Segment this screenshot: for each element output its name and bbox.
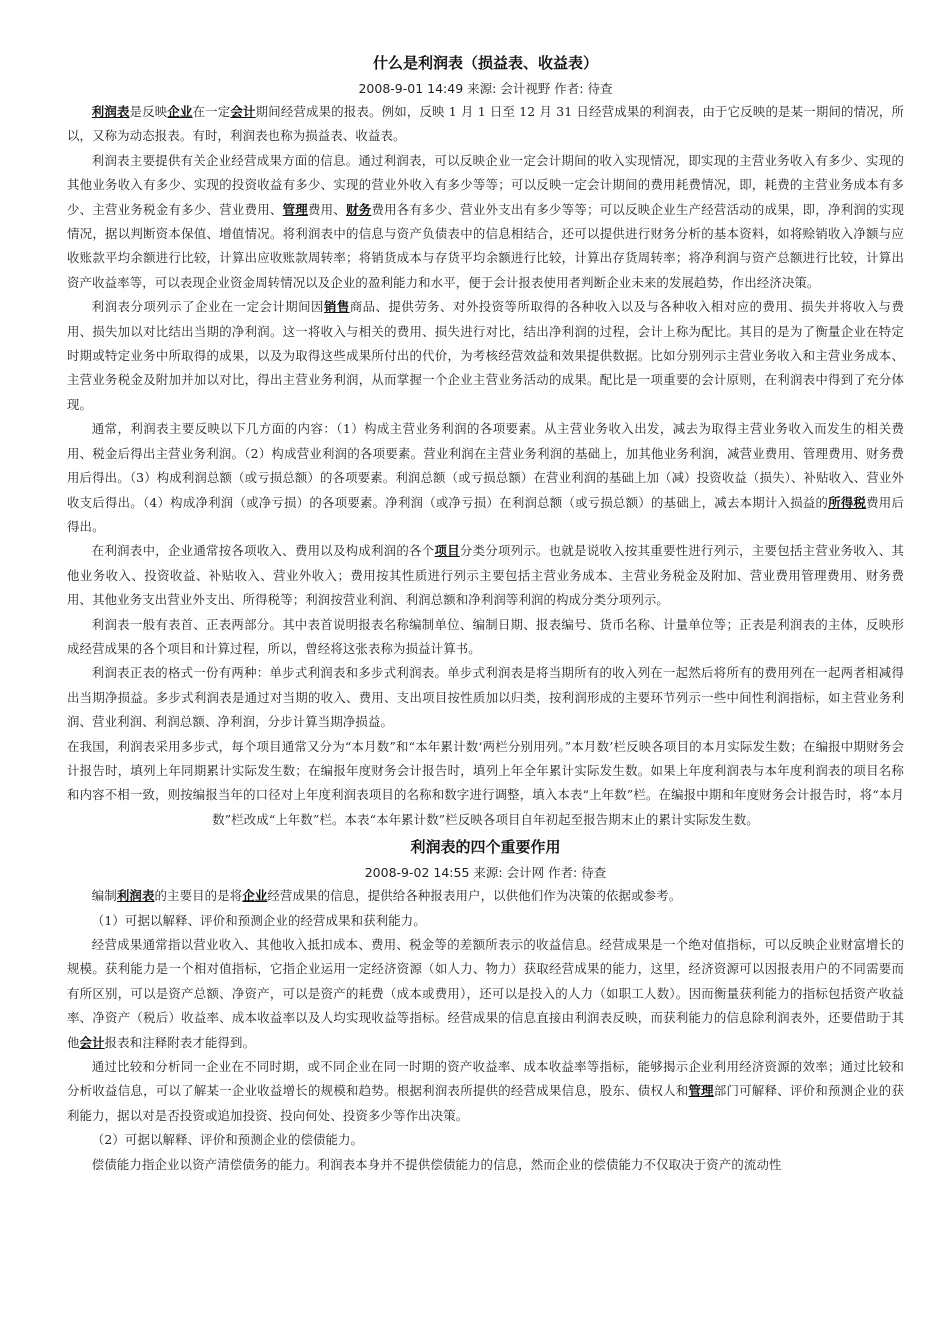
keyword-link[interactable]: 利润表 — [91, 104, 130, 119]
keyword-link[interactable]: 利润表 — [116, 888, 155, 904]
paragraph: 通常，利润表主要反映以下几方面的内容：（1）构成主营业务利润的各项要素。从主营业务收入出发，减去为取得主营业务收入而发生的相关费用、税金后得出主营业务利润。（2）构成营业利润的各项要素。营业利润在主营业务利润的基础上，加其他业务利润，减营业费用、管理费用、财务费用后得出。（3）构成利润总额（或亏损总额）的各项要素。利润总额（或亏损总额）在营业利润的基础上加（减）投资收益（损失）、补贴收入、营业外收支后得出。（4）构成净利润（或净亏损）的各项要素。净利润（或净亏损）在利润总额（或亏损总额）的基础上，减去本期计入损益的所得税费用后得出。 — [67, 421, 905, 534]
keyword-link[interactable]: 管理 — [688, 1083, 714, 1099]
keyword-link[interactable]: 企业 — [242, 888, 268, 904]
paragraph: 在我国，利润表采用多步式，每个项目通常又分为“本月数”和“本年累计数‘两栏分别用列。”本月数’栏反映各项目的本月实际发生数；在编报中期财务会计报告时，填列上年同期累计实际发生数；在编报年度财务会计报告时，填列上年全年累计实际发生数。如果上年度利润表与本年度利润表的项目名称和内容不相一致，则按编报当年的口径对上年度利润表项目的名称和数字进行调整，填入本表“上年数”栏。在编报中期和年度财务会计报告时，将“本月数”栏改成“上年数”栏。本表“本年累计数”栏反映各项目自年初起至报告期末止的累计实际发生数。 — [67, 738, 904, 827]
paragraph: 利润表分项列示了企业在一定会计期间因销售商品、提供劳务、对外投资等所取得的各种收入以及与各种收入相对应的费用、损失并将收入与费用、损失加以对比结出当期的净利润。这一将收入与相关的费用、损失进行对比，结出净利润的过程，会计上称为配比。其目的是为了衡量企业在特定时期或特定业务中所取得的成果，以及为取得这些成果所付出的代价，为考核经营效益和效果提供数据。比如分别列示主营业务收入和主营业务成本、主营业务税金及附加并加以对比，得出主营业务利润，从而掌握一个企业主营业务活动的成果。配比是一项重要的会计原则，在利润表中得到了充分体现。 — [67, 299, 904, 412]
paragraph: 利润表一般有表首、正表两部分。其中表首说明报表名称编制单位、编制日期、报表编号、货币名称、计量单位等；正表是利润表的主体，反映形成经营成果的各个项目和计算过程，所以，曾经将这张表称为损益计算书。 — [67, 616, 904, 656]
keyword-link[interactable]: 财务 — [346, 201, 372, 217]
keyword-link[interactable]: 销售 — [323, 299, 350, 315]
paragraph: 通过比较和分析同一企业在不同时期，或不同企业在同一时期的资产收益率、成本收益率等指标，能够揭示企业利用经济资源的效率；通过比较和分析收益信息，可以了解某一企业收益增长的规模和趋势。根据利润表所提供的经营成果信息，股东、债权人和管理部门可解释、评价和预测企业的获利能力，据以对是否投资或追加投资、投向何处、投资多少等作出决策。 — [67, 1059, 904, 1123]
paragraph: 在利润表中，企业通常按各项收入、费用以及构成利润的各个项目分类分项列示。也就是说收入按其重要性进行列示，主要包括主营业务收入、其他业务收入、投资收益、补贴收入、营业外收入；费用按其性质进行列示主要包括主营业务成本、主营业务税金及附加、营业费用管理费用、财务费用、其他业务支出营业外支出、所得税等；利润按营业利润、利润总额和净利润等利润的构成分类分项列示。 — [67, 543, 904, 608]
paragraph: 编制利润表的主要目的是将企业经营成果的信息，提供给各种报表用户，以供他们作为决策的依据或参考。 — [91, 888, 682, 904]
paragraph: 偿债能力指企业以资产清偿债务的能力。利润表本身并不提供偿债能力的信息，然而企业的偿债能力不仅取决于资产的流动性 — [91, 1156, 782, 1172]
section-heading: （2）可据以解释、评价和预测企业的偿债能力。 — [91, 1132, 364, 1148]
article-meta: 2008-9-01 14:49 来源: 会计视野 作者: 待查 — [358, 81, 613, 96]
keyword-link[interactable]: 项目 — [434, 543, 460, 559]
keyword-link[interactable]: 企业 — [167, 104, 193, 119]
paragraph: 利润表正表的格式一份有两种：单步式利润表和多步式利润表。单步式利润表是将当期所有的收入列在一起然后将所有的费用列在一起两者相减得出当期净损益。多步式利润表是通过对当期的收入、费用、支出项目按性质加以归类，按利润形成的主要环节列示一些中间性利润指标，如主营业务利润、营业利润、利润总额、净利润，分步计算当期净损益。 — [67, 665, 904, 730]
keyword-link[interactable]: 会计 — [230, 104, 256, 119]
paragraph: 经营成果通常指以营业收入、其他收入抵扣成本、费用、税金等的差额所表示的收益信息。经营成果是一个绝对值指标，可以反映企业财富增长的规模。获利能力是一个相对值指标，它指企业运用一定经济资源（如人力、物力）获取经营成果的能力，这里，经济资源可以因报表用户的不同需要而有所区别，可以是资产总额、净资产，可以是资产的耗费（成本或费用），还可以是投入的人力（如职工人数）。因而衡量获利能力的指标包括资产收益率、净资产（税后）收益率、成本收益率以及人均实现收益等指标。经营成果的信息直接由利润表反映，而获利能力的信息除利润表外，还要借助于其他会计报表和注释附表才能得到。 — [67, 937, 904, 1050]
paragraph: 利润表主要提供有关企业经营成果方面的信息。通过利润表，可以反映企业一定会计期间的收入实现情况，即实现的主营业务收入有多少、实现的其他业务收入有多少、实现的投资收益有多少、实现的营业外收入有多少等等；可以反映一定会计期间的费用耗费情况，即，耗费的主营业务成本有多少、主营业务税金有多少、营业费用、管理费用、财务费用各有多少、营业外支出有多少等等；可以反映企业生产经营活动的成果，即，净利润的实现情况，据以判断资本保值、增值情况。将利润表中的信息与资产负债表中的信息相结合，还可以提供进行财务分析的基本资料，如将赊销收入净额与应收账款平均余额进行比较，计算出应收账款周转率；将销货成本与存货平均余额进行比较，计算出存货周转率；将净利润与资产总额进行比较，计算出资产收益率等，可以表现企业资金周转情况以及企业的盈利能力和水平，便于会计报表使用者判断企业未来的发展趋势，作出经济决策。 — [67, 152, 904, 290]
paragraph: 利润表是反映企业在一定会计期间经营成果的报表。例如，反映 1 月 1 日至 12 月 31 日经营成果的利润表，由于它反映的是某一期间的情况，所以，又称为动态报表。有时，利润表也称为损益表、收益表。 — [67, 104, 904, 144]
keyword-link[interactable]: 管理 — [282, 201, 308, 217]
article-title: 利润表的四个重要作用 — [410, 838, 561, 857]
keyword-link[interactable]: 所得税 — [828, 494, 867, 510]
section-heading: （1）可据以解释、评价和预测企业的经营成果和获利能力。 — [91, 912, 426, 928]
keyword-link[interactable]: 会计 — [79, 1034, 105, 1050]
article-meta: 2008-9-02 14:55 来源: 会计网 作者: 待查 — [364, 865, 607, 881]
article-title: 什么是利润表（损益表、收益表） — [372, 54, 598, 72]
